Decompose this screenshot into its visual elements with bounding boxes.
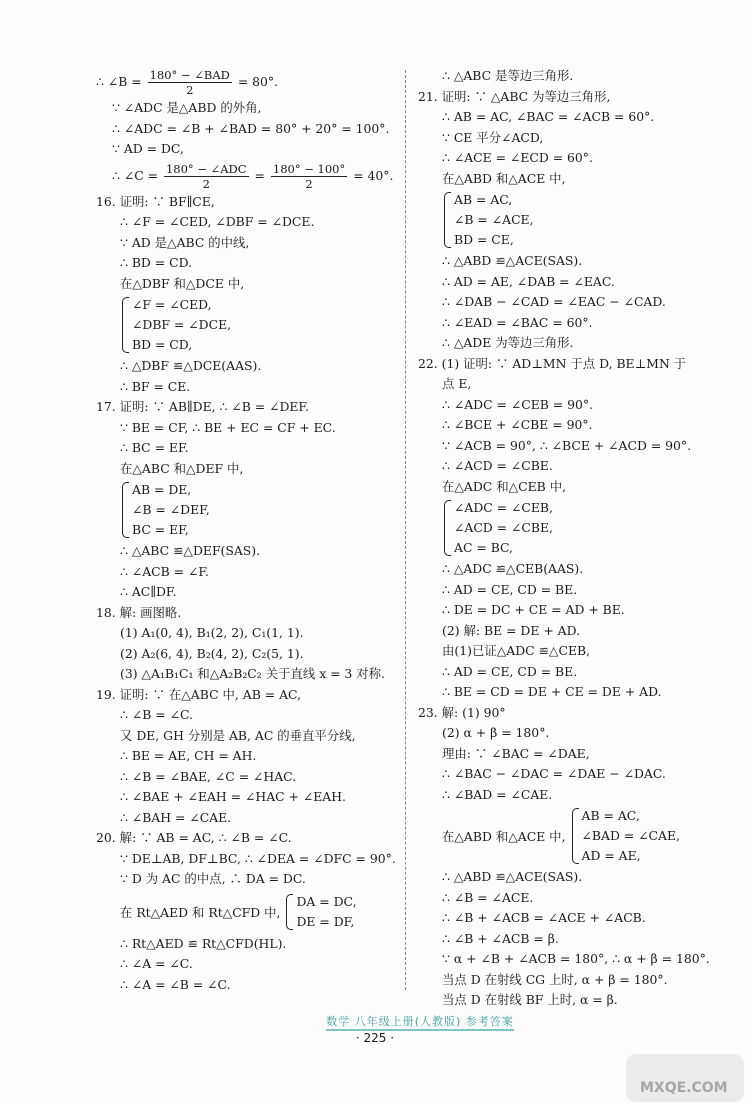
text-line: ∴ ∠ACB = ∠F. bbox=[120, 563, 209, 579]
text: ∴ ∠C = bbox=[112, 167, 159, 183]
text-line: ∴ DE = DC + CE = AD + BE. bbox=[442, 602, 625, 617]
problem-19 bbox=[96, 685, 392, 829]
line-angle-c bbox=[96, 160, 392, 192]
text-line: ∴ AD = AE, ∠DAB = ∠EAC. bbox=[442, 273, 615, 289]
denominator: 2 bbox=[202, 176, 210, 191]
condition: DE = DF, bbox=[296, 913, 355, 929]
line-angle-b bbox=[96, 66, 392, 98]
problem-18 bbox=[96, 603, 392, 685]
condition: AD = AE, bbox=[581, 848, 641, 863]
fraction bbox=[148, 68, 232, 97]
condition: ∠BAD = ∠CAE, bbox=[581, 828, 680, 843]
numerator: 180° − 100° bbox=[272, 161, 346, 176]
text-line: ∵ AD = DC, bbox=[112, 141, 184, 156]
text-line: ∴ BE = AE, CH = AH. bbox=[120, 748, 257, 763]
problem-16 bbox=[96, 192, 392, 398]
problem-heading: 22. (1) 证明: ∵ AD⊥MN 于点 D, BE⊥MN 于 bbox=[418, 355, 687, 371]
text: = 40°. bbox=[353, 167, 394, 183]
condition: ∠ACD = ∠CBE, bbox=[454, 520, 553, 535]
problem-heading: 17. 证明: ∵ AB∥DE, ∴ ∠B = ∠DEF. bbox=[96, 399, 310, 414]
text-line: ∴ ∠B = ∠C. bbox=[120, 707, 193, 722]
brace-system bbox=[120, 480, 392, 540]
left-column bbox=[96, 66, 396, 995]
problem-heading: 16. 证明: ∵ BF∥CE, bbox=[96, 193, 215, 209]
denominator: 2 bbox=[305, 176, 313, 191]
page-footer bbox=[280, 1013, 560, 1029]
text-line: ∵ DE⊥AB, DF⊥BC, ∴ ∠DEA = ∠DFC = 90°. bbox=[120, 850, 396, 866]
text-line: (2) A₂(6, 4), B₂(4, 2), C₂(5, 1). bbox=[120, 645, 304, 661]
text-line: ∴ △ABC ≌△DEF(SAS). bbox=[120, 543, 261, 558]
condition: AB = AC, bbox=[454, 192, 513, 207]
text-line: 理由: ∵ ∠BAC = ∠DAE, bbox=[442, 745, 590, 761]
text-line: ∵ AD 是△ABC 的中线, bbox=[120, 234, 250, 250]
inline-system-line bbox=[96, 890, 392, 934]
text-line: ∴ ∠F = ∠CED, ∠DBF = ∠DCE. bbox=[120, 214, 315, 229]
text-line: ∴ BE = CD = DE + CE = DE + AD. bbox=[442, 684, 662, 699]
text-line: (1) A₁(0, 4), B₁(2, 2), C₁(1, 1). bbox=[120, 625, 304, 640]
text-line: 当点 D 在射线 CG 上时, α + β = 180°. bbox=[442, 971, 668, 987]
text-line: ∴ ∠B + ∠ACB = ∠ACE + ∠ACB. bbox=[442, 910, 646, 925]
problem-heading: 23. 解: (1) 90° bbox=[418, 704, 506, 720]
text-line: ∴ △ABC 是等边三角形. bbox=[442, 68, 574, 83]
text-line: ∴ ∠BAE + ∠EAH = ∠HAC + ∠EAH. bbox=[120, 789, 346, 804]
condition: DA = DC, bbox=[296, 893, 357, 909]
text-line: ∵ CE 平分∠ACD, bbox=[442, 129, 544, 145]
text-line: ∴ ∠ADC = ∠B + ∠BAD = 80° + 20° = 100°. bbox=[112, 120, 390, 136]
text-line: ∴ ∠BCE + ∠CBE = 90°. bbox=[442, 417, 593, 432]
fraction bbox=[271, 162, 347, 191]
text-line: ∴ AC∥DF. bbox=[120, 584, 177, 599]
text: 在△ABD 和△ACE 中, bbox=[442, 829, 566, 844]
brace-system bbox=[284, 892, 356, 932]
problem-heading: 19. 证明: ∵ 在△ABC 中, AB = AC, bbox=[96, 686, 301, 702]
text: = 80°. bbox=[237, 74, 279, 89]
text-line: 在△ABC 和△DEF 中, bbox=[120, 460, 244, 476]
text-line: ∴ ∠B = ∠BAE, ∠C = ∠HAC. bbox=[120, 768, 297, 784]
text-line: ∴ ∠A = ∠C. bbox=[120, 956, 193, 971]
condition: AB = AC, bbox=[581, 808, 640, 823]
condition: BD = CE, bbox=[454, 232, 514, 247]
text-line: ∴ ∠BAC − ∠DAC = ∠DAE − ∠DAC. bbox=[442, 766, 666, 781]
fraction bbox=[164, 162, 249, 191]
text: 在 Rt△AED 和 Rt△CFD 中, bbox=[120, 904, 281, 920]
text-line: ∴ ∠B + ∠ACB = β. bbox=[442, 930, 559, 946]
text-line: ∴ ∠BAD = ∠CAE. bbox=[442, 786, 553, 802]
text-line: ∴ ∠ACE = ∠ECD = 60°. bbox=[442, 150, 593, 165]
text-line: ∴ ∠ADC = ∠CEB = 90°. bbox=[442, 396, 593, 412]
text-line: ∵ D 为 AC 的中点, ∴ DA = DC. bbox=[120, 871, 306, 886]
numerator: 180° − ∠ADC bbox=[165, 161, 247, 176]
text: ∴ ∠B = bbox=[96, 74, 142, 89]
condition: ∠DBF = ∠DCE, bbox=[132, 317, 232, 332]
text-line: ∵ ∠ACB = 90°, ∴ ∠BCE + ∠ACD = 90°. bbox=[442, 437, 692, 453]
condition: ∠ADC = ∠CEB, bbox=[454, 500, 553, 515]
condition: ∠B = ∠DEF, bbox=[132, 502, 210, 517]
text-line: ∴ ∠BAH = ∠CAE. bbox=[120, 809, 232, 825]
condition: AC = BC, bbox=[454, 540, 514, 555]
text-line: ∵ ∠ADC 是△ABD 的外角, bbox=[112, 100, 262, 115]
text-line: 在△DBF 和△DCE 中, bbox=[120, 275, 245, 291]
text-line: (2) 解: BE = DE + AD. bbox=[442, 622, 581, 638]
text-line: ∴ BC = EF. bbox=[120, 440, 189, 455]
condition: BC = EF, bbox=[132, 522, 189, 537]
text-line: 当点 D 在射线 BF 上时, α = β. bbox=[442, 992, 618, 1007]
problem-heading: 18. 解: 画图略. bbox=[96, 604, 182, 620]
condition: ∠B = ∠ACE, bbox=[454, 212, 534, 227]
text: = bbox=[254, 167, 265, 183]
problem-21 bbox=[418, 87, 718, 354]
text-line: ∴ AD = CE, CD = BE. bbox=[442, 663, 578, 679]
inline-system-line bbox=[418, 805, 718, 867]
brace-system bbox=[570, 806, 680, 866]
problem-23 bbox=[418, 703, 718, 1011]
text-line: (3) △A₁B₁C₁ 和△A₂B₂C₂ 关于直线 x = 3 对称. bbox=[120, 666, 385, 681]
text-line: ∴ ∠EAD = ∠BAC = 60°. bbox=[442, 314, 593, 330]
brace-system bbox=[442, 498, 718, 558]
text-line: ∵ α + ∠B + ∠ACB = 180°, ∴ α + β = 180°. bbox=[442, 951, 710, 966]
brace-system bbox=[442, 190, 718, 250]
text-line: ∴ ∠ACD = ∠CBE. bbox=[442, 458, 553, 473]
problem-20 bbox=[96, 828, 396, 995]
watermark-text: MXQE.COM bbox=[640, 1080, 728, 1096]
text-line: ∴ △ADC ≌△CEB(AAS). bbox=[442, 561, 584, 576]
text-line: ∴ ∠DAB − ∠CAD = ∠EAC − ∠CAD. bbox=[442, 294, 666, 309]
footer-title: 数学 八年级上册(人教版) 参考答案 bbox=[326, 1015, 514, 1031]
problem-22 bbox=[418, 354, 718, 703]
text-line: 在△ABD 和△ACE 中, bbox=[442, 170, 566, 186]
page-number: · 225 · bbox=[355, 1031, 395, 1045]
text-line: ∴ Rt△AED ≌ Rt△CFD(HL). bbox=[120, 935, 287, 951]
text-line: ∴ ∠A = ∠B = ∠C. bbox=[120, 976, 231, 992]
column-divider bbox=[405, 70, 406, 990]
text-line: ∴ △ABD ≌△ACE(SAS). bbox=[442, 869, 583, 884]
condition: AB = DE, bbox=[132, 482, 192, 497]
right-column bbox=[418, 66, 718, 1011]
text-line: (2) α + β = 180°. bbox=[442, 725, 550, 740]
text-line: 又 DE, GH 分别是 AB, AC 的垂直平分线, bbox=[120, 727, 356, 743]
text-line: 点 E, bbox=[442, 376, 472, 391]
text-line: ∴ △ABD ≌△ACE(SAS). bbox=[442, 253, 583, 268]
denominator: 2 bbox=[186, 83, 194, 97]
text-line: 由(1)已证△ADC ≌△CEB, bbox=[442, 643, 591, 658]
text-line: ∴ ∠B = ∠ACE. bbox=[442, 889, 534, 905]
problem-heading: 20. 解: ∵ AB = AC, ∴ ∠B = ∠C. bbox=[96, 830, 292, 845]
text-line: ∴ AD = CE, CD = BE. bbox=[442, 581, 578, 597]
brace-system bbox=[120, 295, 392, 355]
condition: ∠F = ∠CED, bbox=[132, 297, 212, 312]
numerator: 180° − ∠BAD bbox=[149, 68, 230, 82]
condition: BD = CD, bbox=[132, 337, 193, 352]
text-line: ∴ AB = AC, ∠BAC = ∠ACB = 60°. bbox=[442, 109, 655, 124]
text-line: ∵ BE = CF, ∴ BE + EC = CF + EC. bbox=[120, 419, 336, 435]
problem-17 bbox=[96, 397, 392, 603]
text-line: ∴ △DBF ≌△DCE(AAS). bbox=[120, 358, 262, 373]
problem-heading: 21. 证明: ∵ △ABC 为等边三角形, bbox=[418, 88, 611, 104]
text-line: ∴ △ADE 为等边三角形. bbox=[442, 335, 574, 350]
text-line: ∴ BD = CD. bbox=[120, 255, 193, 270]
text-line: 在△ADC 和△CEB 中, bbox=[442, 478, 567, 494]
text-line: ∴ BF = CE. bbox=[120, 378, 191, 394]
